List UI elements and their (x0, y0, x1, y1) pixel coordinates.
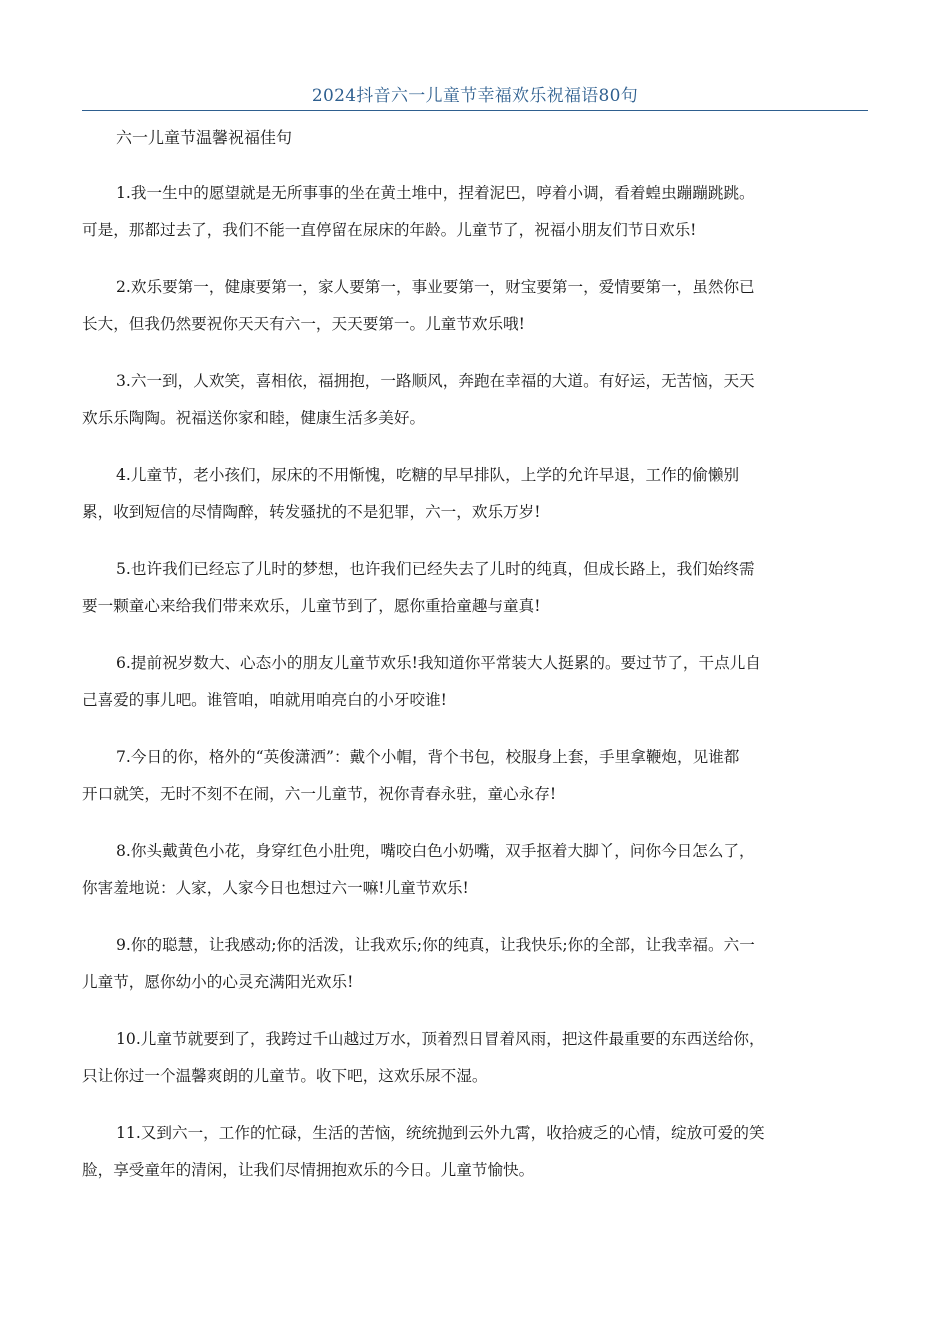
paragraph (82, 1021, 868, 1095)
paragraph (82, 363, 868, 437)
paragraph-line: 4.儿童节，老小孩们，尿床的不用惭愧，吃糖的早早排队，上学的允许早退，工作的偷懒别 (116, 466, 740, 484)
paragraph-line: 脸，享受童年的清闲，让我们尽情拥抱欢乐的今日。儿童节愉快。 (82, 1161, 535, 1179)
paragraph-line: 9.你的聪慧，让我感动;你的活泼，让我欢乐;你的纯真，让我快乐;你的全部，让我幸福。六一 (116, 936, 755, 954)
paragraph (82, 833, 868, 907)
section-heading: 六一儿童节温馨祝福佳句 (116, 128, 293, 147)
paragraph-line: 7.今日的你，格外的“英俊潇洒”：戴个小帽，背个书包，校服身上套，手里拿鞭炮，见谁都 (116, 748, 740, 766)
paragraph-line: 1.我一生中的愿望就是无所事事的坐在黄土堆中，捏着泥巴，哼着小调，看着蝗虫蹦蹦跳跳。 (116, 184, 755, 202)
paragraph-line: 可是，那都过去了，我们不能一直停留在尿床的年龄。儿童节了，祝福小朋友们节日欢乐! (82, 221, 697, 239)
paragraph (82, 645, 868, 719)
document-body (82, 126, 868, 1209)
paragraph-line: 11.又到六一，工作的忙碌，生活的苦恼，统统抛到云外九霄，收拾疲乏的心情，绽放可爱的笑 (116, 1124, 765, 1142)
paragraph-line: 10.儿童节就要到了，我跨过千山越过万水，顶着烈日冒着风雨，把这件最重要的东西送给你， (116, 1030, 765, 1048)
paragraph-line: 己喜爱的事儿吧。谁管咱，咱就用咱亮白的小牙咬谁! (82, 691, 447, 709)
paragraph-line: 欢乐乐陶陶。祝福送你家和睦，健康生活多美好。 (82, 409, 426, 427)
paragraph (82, 1115, 868, 1189)
paragraph-line: 3.六一到，人欢笑，喜相依，福拥抱，一路顺风，奔跑在幸福的大道。有好运，无苦恼，天天 (116, 372, 755, 390)
paragraph-line: 开口就笑，无时不刻不在闹，六一儿童节，祝你青春永驻，童心永存! (82, 785, 557, 803)
paragraph-list (82, 175, 868, 1189)
paragraph-line: 长大，但我仍然要祝你天天有六一，天天要第一。儿童节欢乐哦! (82, 315, 525, 333)
paragraph-line: 儿童节，愿你幼小的心灵充满阳光欢乐! (82, 973, 354, 991)
paragraph-line: 8.你头戴黄色小花，身穿红色小肚兜，嘴咬白色小奶嘴，双手抠着大脚丫，问你今日怎么了， (116, 842, 755, 860)
document-header (82, 82, 868, 111)
paragraph (82, 927, 868, 1001)
paragraph-line: 要一颗童心来给我们带来欢乐，儿童节到了，愿你重拾童趣与童真! (82, 597, 541, 615)
paragraph (82, 739, 868, 813)
paragraph-line: 累，收到短信的尽情陶醉，转发骚扰的不是犯罪，六一，欢乐万岁! (82, 503, 541, 521)
paragraph (82, 457, 868, 531)
paragraph (82, 551, 868, 625)
paragraph (82, 175, 868, 249)
paragraph-line: 只让你过一个温馨爽朗的儿童节。收下吧，这欢乐尿不湿。 (82, 1067, 488, 1085)
paragraph (82, 269, 868, 343)
document-title: 2024抖音六一儿童节幸福欢乐祝福语80句 (311, 86, 639, 106)
paragraph-line: 5.也许我们已经忘了儿时的梦想，也许我们已经失去了儿时的纯真，但成长路上，我们始终需 (116, 560, 755, 578)
paragraph-line: 你害羞地说：人家，人家今日也想过六一嘛!儿童节欢乐! (82, 879, 469, 897)
paragraph-line: 2.欢乐要第一，健康要第一，家人要第一，事业要第一，财宝要第一，爱情要第一，虽然你已 (116, 278, 755, 296)
paragraph-line: 6.提前祝岁数大、心态小的朋友儿童节欢乐!我知道你平常装大人挺累的。要过节了，干点儿自 (116, 654, 761, 672)
